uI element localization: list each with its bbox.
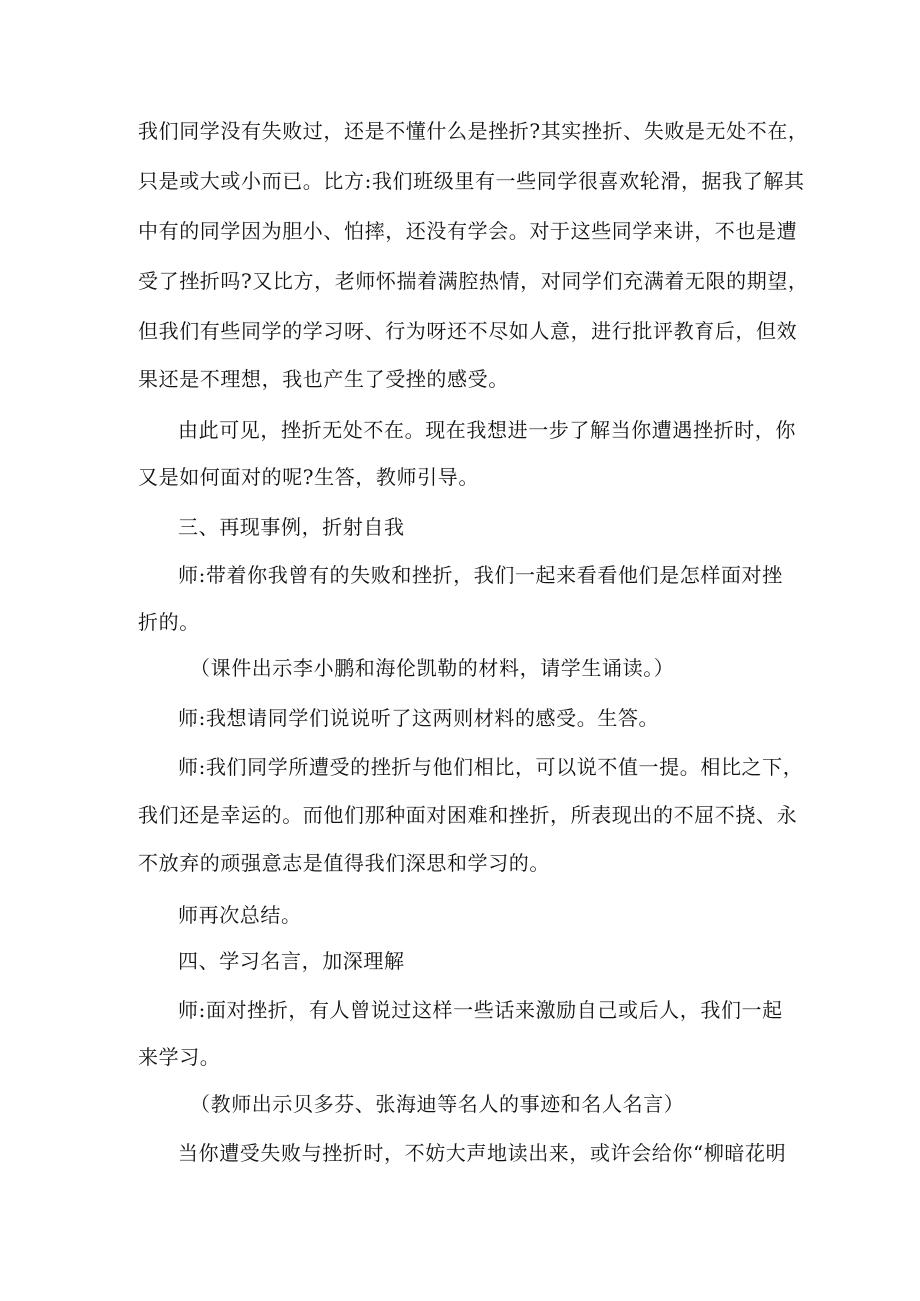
paragraph-line: 师:带着你我曾有的失败和挫折，我们一起来看看他们是怎样面对挫 bbox=[178, 563, 783, 587]
paragraph-line: 师:我想请同学们说说听了这两则材料的感受。生答。 bbox=[178, 706, 660, 730]
paragraph-line: 来学习。 bbox=[138, 1045, 221, 1069]
paragraph-line: 但我们有些同学的学习呀、行为呀还不尽如人意，进行批评教育后，但效 bbox=[138, 319, 798, 343]
paragraph-line: 不放弃的顽强意志是值得我们深思和学习的。 bbox=[138, 851, 550, 875]
paragraph-line: 当你遭受失败与挫折时，不妨大声地读出来，或许会给你“柳暗花明 bbox=[178, 1141, 787, 1165]
section-heading: 四、学习名言，加深理解 bbox=[178, 949, 405, 973]
paragraph-line: 我们同学没有失败过，还是不懂什么是挫折?其实挫折、失败是无处不在， bbox=[138, 119, 809, 143]
paragraph-line: 师:面对挫折，有人曾说过这样一些话来激励自己或后人，我们一起 bbox=[178, 998, 783, 1022]
paragraph-line: 由此可见，挫折无处不在。现在我想进一步了解当你遭遇挫折时，你 bbox=[178, 418, 796, 442]
paragraph-line: 又是如何面对的呢?生答，教师引导。 bbox=[138, 465, 479, 489]
section-heading: 三、再现事例，折射自我 bbox=[178, 515, 405, 539]
paragraph-line: 师:我们同学所遭受的挫折与他们相比，可以说不值一提。相比之下， bbox=[178, 755, 804, 779]
paragraph-line: 只是或大或小而已。比方:我们班级里有一些同学很喜欢轮滑，据我了解其 bbox=[138, 169, 805, 193]
paragraph-line: 折的。 bbox=[138, 610, 200, 634]
paragraph-line: （课件出示李小鹏和海伦凯勒的材料，请学生诵读。） bbox=[190, 656, 675, 680]
paragraph-line: 师再次总结。 bbox=[178, 903, 302, 927]
paragraph-line: （教师出示贝多芬、张海迪等名人的事迹和名人名言） bbox=[190, 1092, 685, 1116]
paragraph-line: 果还是不理想，我也产生了受挫的感受。 bbox=[138, 367, 509, 391]
paragraph-line: 中有的同学因为胆小、怕摔，还没有学会。对于这些同学来讲，不也是遭 bbox=[138, 219, 798, 243]
paragraph-line: 受了挫折吗?又比方，老师怀揣着满腔热情，对同学们充满着无限的期望， bbox=[138, 269, 809, 293]
paragraph-line: 我们还是幸运的。而他们那种面对困难和挫折，所表现出的不屈不挠、永 bbox=[138, 803, 798, 827]
